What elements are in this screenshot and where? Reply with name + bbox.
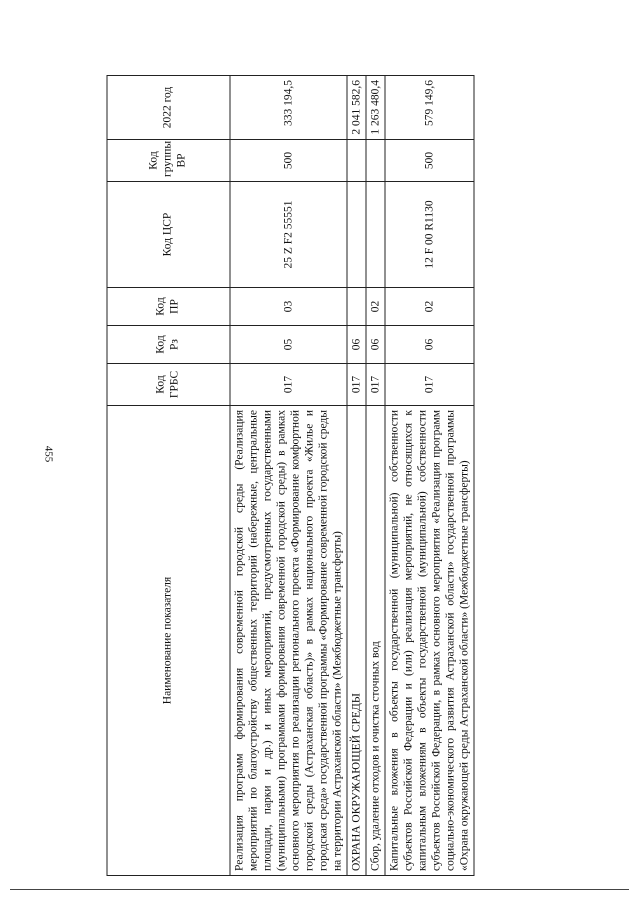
row-name: ОХРАНА ОКРУЖАЮЩЕЙ СРЕДЫ — [347, 406, 366, 876]
row-vr: 500 — [385, 140, 474, 182]
table-row — [347, 76, 366, 876]
row-rz: 06 — [385, 326, 474, 364]
table-header-row — [107, 76, 230, 876]
row-name: Капитальные вложения в объекты государственной (муниципальной) собственности субъектов Российской Федерации и (или) реализация мероприятий, не относящихся к капитальным вложениям в объекты государственной (муниципальной) собственности субъектов Российской Федерации, в рамках основного мероприятия «Реализация программ социально-экономического развития Астраханской области» государственной программы «Охрана окружающей среды Астраханской области» (Межбюджетные трансферты) — [385, 406, 474, 876]
header-name: Наименование показателя — [107, 406, 230, 876]
page-number: 455 — [42, 445, 55, 463]
row-csr — [366, 182, 385, 288]
row-csr: 25 Z F2 55551 — [230, 182, 347, 288]
header-year: 2022 год — [107, 76, 230, 140]
row-pr — [347, 288, 366, 326]
row-pr: 02 — [366, 288, 385, 326]
row-rz: 05 — [230, 326, 347, 364]
row-year: 333 194,5 — [230, 76, 347, 140]
table-row — [230, 76, 347, 876]
row-year: 2 041 582,6 — [347, 76, 366, 140]
row-vr: 500 — [230, 140, 347, 182]
row-name: Сбор, удаление отходов и очистка сточных вод — [366, 406, 385, 876]
table-row — [385, 76, 474, 876]
row-grbs: 017 — [230, 364, 347, 406]
row-vr — [366, 140, 385, 182]
row-year: 579 149,6 — [385, 76, 474, 140]
row-grbs: 017 — [366, 364, 385, 406]
row-vr — [347, 140, 366, 182]
row-grbs: 017 — [385, 364, 474, 406]
row-name: Реализация программ формирования современной городской среды (Реализация мероприятий по благоустройству общественных территорий (набережные, центральные площади, парки и др.) и иных мероприятий, предусмотренных государственными (муниципальными) программами формирования современной городской среды) в рамках основного мероприятия по реализации регионального проекта «Формирование комфортной городской среды (Астраханская область)» в рамках национального проекта «Жилье и городская среда» государственной программы «Формирование современной городской среды на территории Астраханской области» (Межбюджетные трансферты) — [230, 406, 347, 876]
row-year: 1 263 480,4 — [366, 76, 385, 140]
rotated-table-container — [107, 76, 532, 876]
header-rz: Код Рз — [107, 326, 230, 364]
row-csr: 12 F 00 R1130 — [385, 182, 474, 288]
header-grbs: Код ГРБС — [107, 364, 230, 406]
row-rz: 06 — [366, 326, 385, 364]
row-pr: 03 — [230, 288, 347, 326]
table-row — [366, 76, 385, 876]
header-pr: Код ПР — [107, 288, 230, 326]
row-rz: 06 — [347, 326, 366, 364]
bottom-rule — [10, 889, 629, 890]
budget-table — [107, 75, 475, 876]
header-csr: Код ЦСР — [107, 182, 230, 288]
row-grbs: 017 — [347, 364, 366, 406]
row-csr — [347, 182, 366, 288]
row-pr: 02 — [385, 288, 474, 326]
header-vr: Код группы ВР — [107, 140, 230, 182]
